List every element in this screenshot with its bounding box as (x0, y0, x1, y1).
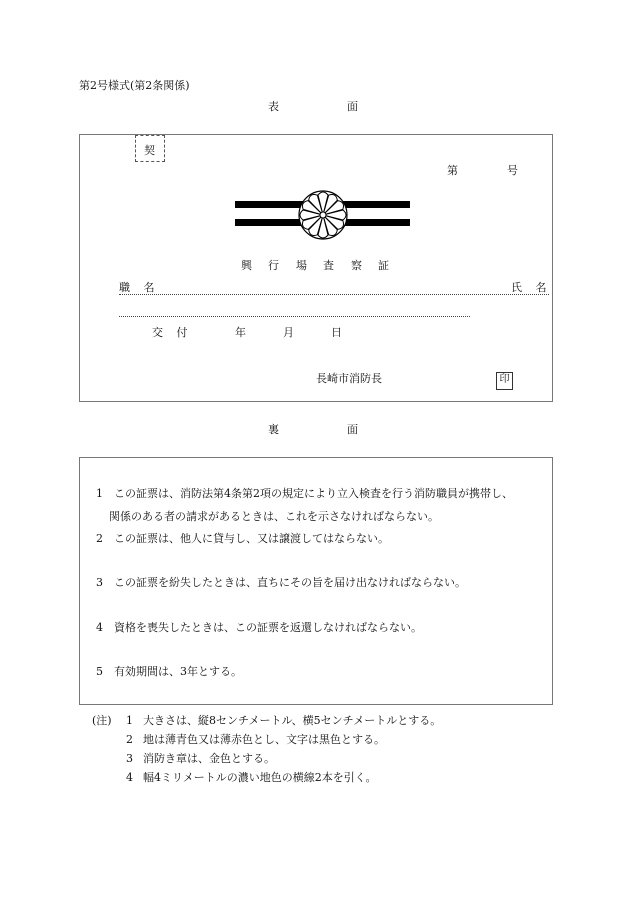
note-4-num: 4 (126, 771, 133, 784)
front-card (79, 134, 553, 402)
note-2-text: 地は薄青色又は薄赤色とし、文字は黒色とする。 (143, 733, 385, 746)
notes-label: (注) (92, 714, 112, 727)
day-label: 日 (331, 326, 342, 339)
front-heading-1: 表 (268, 100, 279, 113)
item-4-num: 4 (96, 621, 103, 634)
item-4-text: 資格を喪失したときは、この証票を返還しなければならない。 (114, 621, 422, 634)
second-dotted-line (119, 316, 470, 317)
name-dotted-line (119, 294, 549, 295)
card-title-1: 興 (241, 259, 252, 272)
card-title-4: 査 (323, 259, 334, 272)
card-title-3: 場 (296, 259, 307, 272)
year-label: 年 (235, 326, 246, 339)
item-2-num: 2 (96, 532, 103, 545)
item-1-line-2: 関係のある者の請求があるときは、これを示さなければならない。 (109, 510, 439, 523)
form-title: 第2号様式(第2条関係) (79, 79, 190, 92)
seal-box: 印 (496, 372, 513, 390)
item-3-text: この証票を紛失したときは、直ちにその旨を届け出なければならない。 (114, 576, 466, 589)
note-3-text: 消防き章は、金色とする。 (143, 752, 275, 765)
note-3-num: 3 (126, 752, 133, 765)
card-title-5: 察 (351, 259, 362, 272)
card-title-2: 行 (268, 259, 279, 272)
note-2-num: 2 (126, 733, 133, 746)
name-label: 氏 名 (511, 281, 547, 294)
issue-label: 交 付 (152, 326, 188, 339)
fire-emblem-icon (298, 188, 348, 242)
item-5-text: 有効期間は、3年とする。 (114, 665, 242, 678)
item-2-text: この証票は、他人に貸与し、又は譲渡してはならない。 (114, 532, 389, 545)
card-title-6: 証 (378, 259, 389, 272)
issuer: 長崎市消防長 (316, 372, 382, 385)
item-5-num: 5 (96, 665, 103, 678)
position-label: 職 名 (119, 281, 155, 294)
note-1-text: 大きさは、縦8センチメートル、横5センチメートルとする。 (143, 714, 442, 727)
number-label-go: 号 (507, 164, 518, 177)
item-3-num: 3 (96, 576, 103, 589)
item-1-num: 1 (96, 487, 103, 500)
note-4-text: 幅4ミリメートルの濃い地色の横線2本を引く。 (143, 771, 377, 784)
month-label: 月 (283, 326, 294, 339)
back-heading-2: 面 (347, 423, 358, 436)
number-label-dai: 第 (447, 164, 458, 177)
stamp-char: 契 (144, 144, 155, 157)
back-heading-1: 裏 (268, 423, 279, 436)
item-1-line-1: この証票は、消防法第4条第2項の規定により立入検査を行う消防職員が携帯し、 (114, 487, 513, 500)
front-heading-2: 面 (347, 100, 358, 113)
note-1-num: 1 (126, 714, 133, 727)
